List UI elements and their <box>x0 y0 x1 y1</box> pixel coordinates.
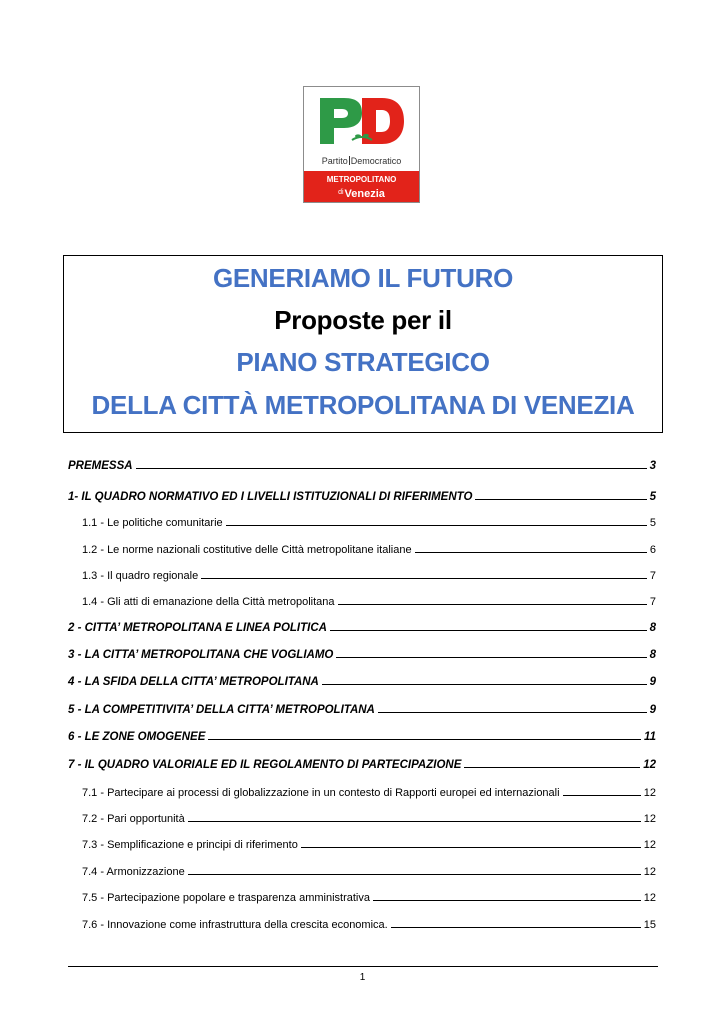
logo-subtitle-left: Partito <box>321 156 348 166</box>
toc-entry[interactable] <box>68 670 656 688</box>
toc-leader-line <box>136 467 647 469</box>
toc-entry[interactable] <box>68 616 656 634</box>
toc-entry-label: 1.1 - Le politiche comunitarie <box>82 517 223 529</box>
toc-entry[interactable] <box>68 454 656 472</box>
toc-leader-line <box>201 577 647 579</box>
toc-entry-label: 1- IL QUADRO NORMATIVO ED I LIVELLI ISTITUZIONALI DI RIFERIMENTO <box>68 491 473 503</box>
toc-entry-label: 7 - IL QUADRO VALORIALE ED IL REGOLAMENTO DI PARTECIPAZIONE <box>68 759 462 771</box>
toc-entry-page: 7 <box>649 596 656 608</box>
toc-leader-line <box>464 766 640 768</box>
toc-entry[interactable] <box>82 590 656 608</box>
toc-entry[interactable] <box>82 913 656 931</box>
toc-entry-label: 7.4 - Armonizzazione <box>82 866 185 878</box>
title-line4: DELLA CITTÀ METROPOLITANA DI VENEZIA <box>91 390 635 420</box>
toc-entry-page: 8 <box>649 622 656 634</box>
toc-leader-line <box>208 738 641 740</box>
logo-band-line2 <box>304 186 419 201</box>
toc-entry-label: 4 - LA SFIDA DELLA CITTA’ METROPOLITANA <box>68 676 319 688</box>
toc-entry-page: 6 <box>649 544 656 556</box>
footer-divider <box>68 966 658 967</box>
toc-leader-line <box>378 711 647 713</box>
toc-entry-label: 1.2 - Le norme nazionali costitutive delle Città metropolitane italiane <box>82 544 412 556</box>
toc-leader-line <box>391 926 641 928</box>
toc-entry[interactable] <box>68 698 656 716</box>
toc-entry-page: 11 <box>644 731 656 743</box>
toc-entry[interactable] <box>82 781 656 799</box>
toc-entry-page: 12 <box>643 759 656 771</box>
logo-subtitle-right: Democratico <box>350 156 402 166</box>
toc-entry[interactable] <box>82 833 656 851</box>
logo-subtitle <box>304 156 419 166</box>
toc-entry[interactable] <box>68 725 656 743</box>
toc-entry-page: 3 <box>649 460 656 472</box>
toc-entry[interactable] <box>68 485 656 503</box>
toc-entry-label: 6 - LE ZONE OMOGENEE <box>68 731 206 743</box>
toc-entry-label: 3 - LA CITTA’ METROPOLITANA CHE VOGLIAMO <box>68 649 334 661</box>
toc-entry-label: 7.2 - Pari opportunità <box>82 813 185 825</box>
toc-entry-label: 7.6 - Innovazione come infrastruttura della crescita economica. <box>82 919 388 931</box>
logo-band-line1: METROPOLITANO <box>326 175 397 184</box>
toc-entry-page: 9 <box>649 704 656 716</box>
toc-entry-page: 5 <box>649 491 656 503</box>
pd-logo-mark <box>318 96 406 146</box>
toc-entry-label: PREMESSA <box>68 460 133 472</box>
toc-leader-line <box>301 846 641 848</box>
toc-entry[interactable] <box>82 886 656 904</box>
toc-entry-label: 5 - LA COMPETITIVITA’ DELLA CITTA’ METROPOLITANA <box>68 704 375 716</box>
toc-leader-line <box>336 656 646 658</box>
toc-entry-page: 5 <box>649 517 656 529</box>
toc-entry[interactable] <box>68 753 656 771</box>
logo-band-prefix: di <box>338 189 344 196</box>
toc-entry[interactable] <box>82 538 656 556</box>
toc-entry[interactable] <box>82 511 656 529</box>
title-box <box>63 255 663 433</box>
title-line3: PIANO STRATEGICO <box>236 347 490 377</box>
toc-leader-line <box>330 629 647 631</box>
toc-leader-line <box>188 873 641 875</box>
toc-entry-label: 7.5 - Partecipazione popolare e trasparenza amministrativa <box>82 892 370 904</box>
toc-leader-line <box>563 794 641 796</box>
toc-leader-line <box>415 551 647 553</box>
toc-leader-line <box>373 899 641 901</box>
toc-entry-page: 7 <box>649 570 656 582</box>
toc-leader-line <box>188 820 641 822</box>
toc-leader-line <box>338 603 647 605</box>
toc-entry-label: 1.4 - Gli atti di emanazione della Città metropolitana <box>82 596 335 608</box>
title-line1: GENERIAMO IL FUTURO <box>212 263 514 293</box>
toc-entry-page: 8 <box>649 649 656 661</box>
toc-entry-label: 7.1 - Partecipare ai processi di globalizzazione in un contesto di Rapporti europei ed internazionali <box>82 787 560 799</box>
toc-entry-page: 12 <box>643 839 656 851</box>
toc-entry-page: 12 <box>643 787 656 799</box>
toc-entry[interactable] <box>82 807 656 825</box>
logo-red-band <box>304 171 419 202</box>
toc-entry[interactable] <box>68 643 656 661</box>
footer-page-number: 1 <box>359 972 366 983</box>
toc-entry-label: 2 - CITTA’ METROPOLITANA E LINEA POLITICA <box>68 622 327 634</box>
toc-entry-page: 12 <box>643 813 656 825</box>
toc-leader-line <box>475 498 646 500</box>
logo-band-city: Venezia <box>344 188 385 200</box>
toc-entry-page: 9 <box>649 676 656 688</box>
toc-entry-page: 15 <box>643 919 656 931</box>
toc-leader-line <box>322 683 647 685</box>
toc-entry-page: 12 <box>643 866 656 878</box>
toc-entry-label: 7.3 - Semplificazione e principi di riferimento <box>82 839 298 851</box>
title-line2: Proposte per il <box>274 305 452 335</box>
toc-entry[interactable] <box>82 860 656 878</box>
toc-entry-page: 12 <box>643 892 656 904</box>
party-logo <box>303 86 420 203</box>
toc-entry[interactable] <box>82 564 656 582</box>
toc-leader-line <box>226 524 647 526</box>
toc-entry-label: 1.3 - Il quadro regionale <box>82 570 199 582</box>
